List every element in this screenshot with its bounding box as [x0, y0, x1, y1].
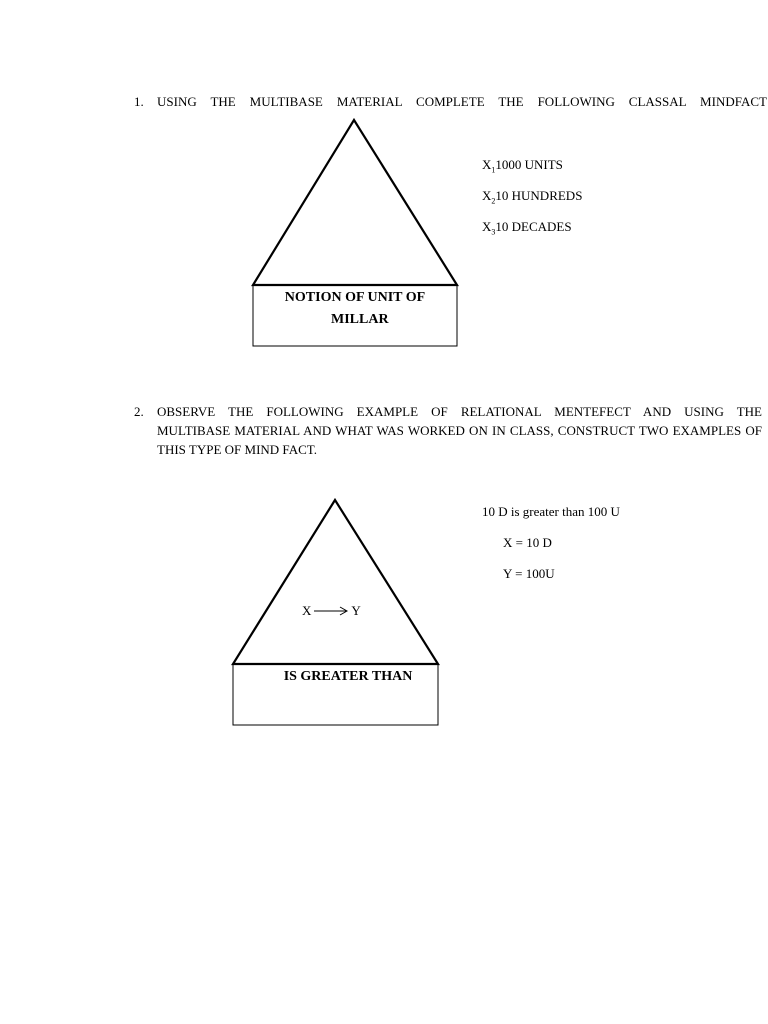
arrow-right-label: Y	[351, 603, 361, 618]
diagram-2-label: IS GREATER THAN	[283, 669, 413, 684]
arrow-left-label: X	[302, 603, 312, 618]
question-2-line-1: OBSERVE THE FOLLOWING EXAMPLE OF RELATIONAL MENTEFECT AND USING THE	[157, 404, 762, 419]
note-statement: 10 D is greater than 100 U	[482, 504, 620, 519]
note-x-definition: X = 10 D	[503, 535, 552, 550]
relation-arrow	[302, 603, 361, 619]
diagram-1-label-line1: NOTION OF UNIT OF	[284, 290, 426, 305]
question-1-text: USING THE MULTIBASE MATERIAL COMPLETE THE FOLLOWING CLASSAL MINDFACT	[157, 94, 767, 109]
question-2-line-2: MULTIBASE MATERIAL AND WHAT WAS WORKED ON IN CLASS, CONSTRUCT TWO EXAMPLES OF	[157, 423, 762, 438]
note-x1: $X_11000$ UNITS	[482, 157, 563, 175]
question-2-number: 2.	[134, 404, 144, 419]
note-x2: $X_210$ HUNDREDS	[482, 188, 583, 206]
arrow-right-icon	[313, 606, 349, 616]
diagram-1-label-line2: MILLAR	[331, 312, 389, 327]
question-2-line-3: THIS TYPE OF MIND FACT.	[157, 442, 317, 457]
note-x3: $X_310$ DECADES	[482, 219, 572, 237]
question-1-number: 1.	[134, 94, 144, 109]
note-y-definition: Y = 100U	[503, 566, 555, 581]
